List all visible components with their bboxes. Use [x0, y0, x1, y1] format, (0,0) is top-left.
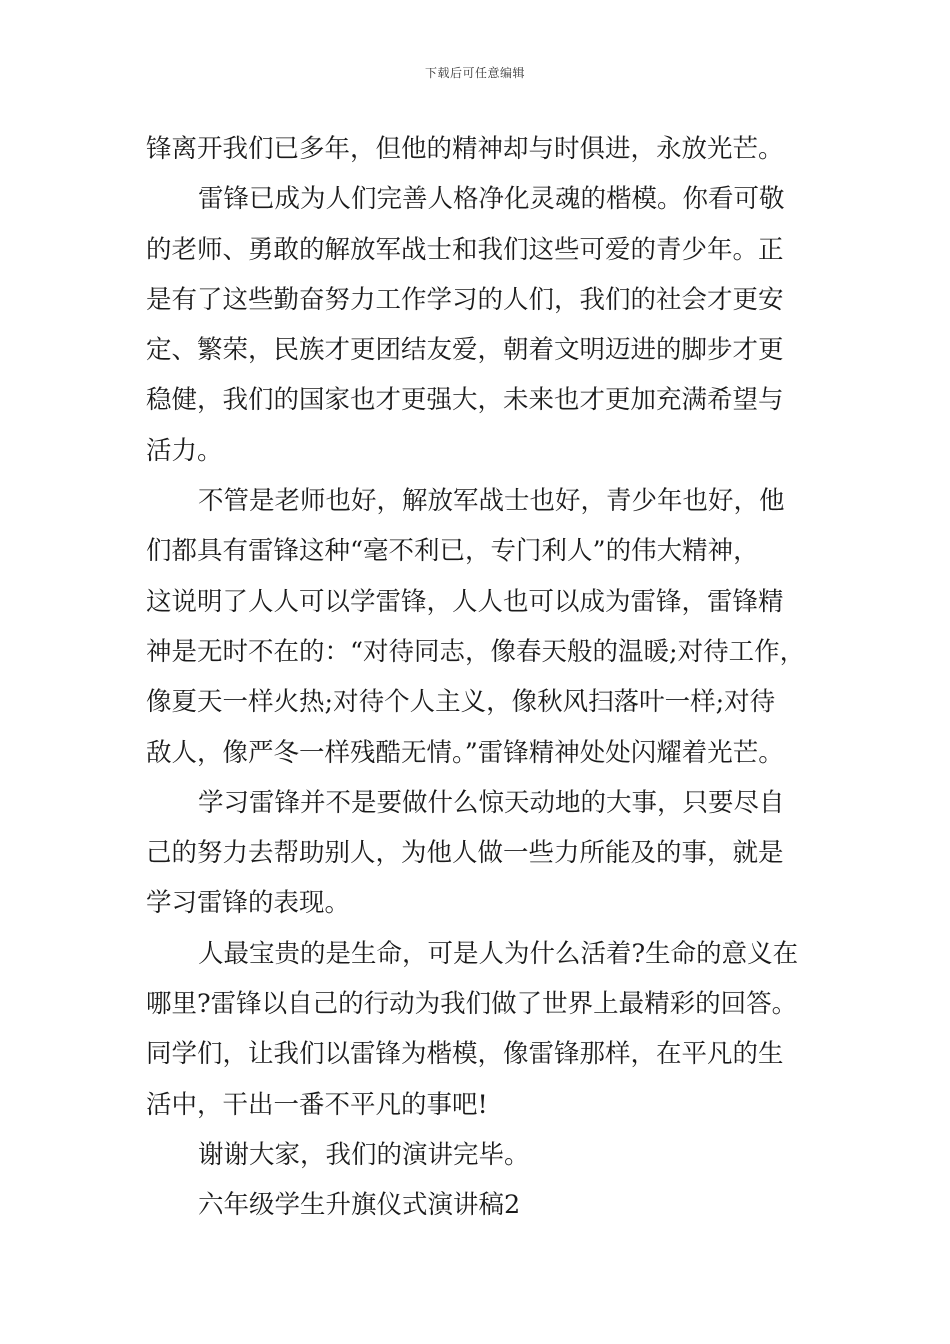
text-line: 同学们，让我们以雷锋为楷模，像雷锋那样，在平凡的生 [146, 1039, 784, 1070]
text-line: 定、繁荣，民族才更团结友爱，朝着文明迈进的脚步才更 [146, 335, 784, 366]
text-line: 哪里?雷锋以自己的行动为我们做了世界上最精彩的回答。 [146, 989, 798, 1020]
text-line: 敌人，像严冬一样残酷无情。”雷锋精神处处闪耀着光芒。 [146, 737, 784, 768]
text-line: 六年级学生升旗仪式演讲稿2 [198, 1190, 521, 1221]
text-line: 锋离开我们已多年，但他的精神却与时俱进，永放光芒。 [146, 134, 784, 164]
text-line: 学习雷锋的表现。 [146, 888, 351, 919]
text-line: 谢谢大家，我们的演讲完毕。 [198, 1139, 530, 1170]
text-line: 像夏天一样火热;对待个人主义，像秋风扫落叶一样;对待 [146, 687, 776, 718]
text-line: 的老师、勇敢的解放军战士和我们这些可爱的青少年。正 [146, 234, 784, 265]
text-line: 人最宝贵的是生命，可是人为什么活着?生命的意义在 [198, 938, 799, 969]
text-line: 不管是老师也好，解放军战士也好，青少年也好，他 [198, 486, 785, 517]
text-line: 是有了这些勤奋努力工作学习的人们，我们的社会才更安 [146, 284, 784, 315]
text-line: 这说明了人人可以学雷锋，人人也可以成为雷锋，雷锋精 [146, 586, 784, 617]
text-line: 学习雷锋并不是要做什么惊天动地的大事，只要尽自 [198, 787, 785, 818]
text-line: 己的努力去帮助别人，为他人做一些力所能及的事，就是 [146, 838, 784, 869]
document-body [146, 124, 814, 1231]
text-line: 雷锋已成为人们完善人格净化灵魂的楷模。你看可敬 [198, 184, 785, 215]
page-header: 下载后可任意编辑 [424, 66, 525, 80]
text-line: 神是无时不在的：“对待同志，像春天般的温暖;对待工作， [146, 636, 806, 667]
text-line: 活力。 [146, 435, 223, 466]
text-line: 活中，干出一番不平凡的事吧! [146, 1089, 488, 1120]
text-line: 们都具有雷锋这种“毫不利已，专门利人”的伟大精神， [146, 536, 759, 567]
text-line: 稳健，我们的国家也才更强大，未来也才更加充满希望与 [146, 385, 784, 416]
